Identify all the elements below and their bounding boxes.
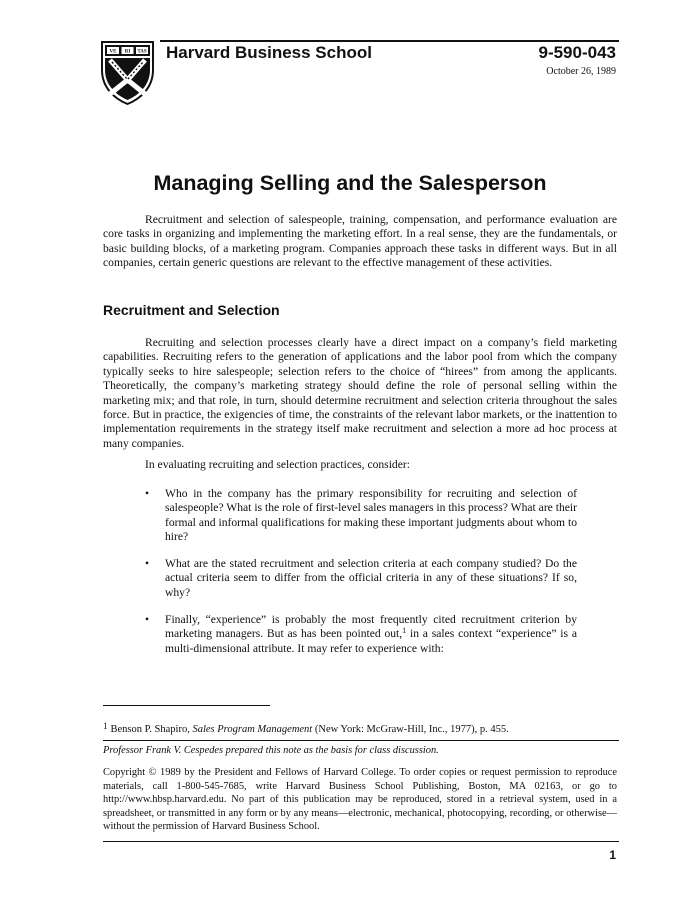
list-item	[145, 487, 577, 545]
footnote-rule	[103, 705, 270, 706]
footer-rule-bottom	[103, 841, 619, 842]
shield-book-2: RI	[124, 49, 131, 55]
shield-book-1: VE	[109, 49, 117, 55]
document-number: 9-590-043	[538, 43, 616, 62]
footnote-book-title: Sales Program Management	[192, 724, 313, 735]
bullet-text: Finally, “experience” is probably the most frequently cited recruitment criterion by marketing managers. But as has been pointed out,$^1$ in a sales context “experience” is a multi-dimensional attribute. It may refer to experience with:	[165, 613, 577, 655]
document-date: October 26, 1989	[546, 66, 616, 77]
school-name: Harvard Business School	[166, 43, 372, 62]
list-item	[145, 557, 577, 600]
author-note: Professor Frank V. Cespedes prepared this note as the basis for class discussion.	[103, 745, 439, 756]
bullet-icon: •	[145, 487, 150, 500]
footnote-number: 1	[103, 721, 108, 731]
footnote-ref[interactable]: 1	[402, 626, 407, 636]
copyright-notice: Copyright © 1989 by the President and Fellows of Harvard College. To order copies or request permission to reproduce materials, call 1-800-545-7685, write Harvard Business School Publishing, Boston, MA 02163, or go to http://www.hbsp.harvard.edu. No part of this publication may be reproduced, stored in a retrieval system, used in a spreadsheet, or transmitted in any form or by any means—electronic, mechanical, photocopying, recording, or otherwise—without the permission of Harvard Business School.	[103, 767, 617, 833]
bullet-icon: •	[145, 613, 150, 626]
harvard-shield-icon	[100, 40, 155, 106]
page-title: Managing Selling and the Salesperson	[153, 171, 547, 195]
lead-in-text: In evaluating recruiting and selection practices, consider:	[145, 458, 410, 471]
recruitment-paragraph: Recruiting and selection processes clearly have a direct impact on a company’s field marketing capabilities. Recruiting refers to the generation of applications and the labor pool from which the company typically seeks to hire salespeople; selection refers to the choice of “hirees” from among the applicants. Theoretically, the company’s marketing strategy should define the role of personal selling within the marketing mix; and that role, in turn, should determine recruitment and selection criteria throughout the sales force. But in practice, the exigencies of time, the constraints of the relevant labor markets, or the inattention to implementation requirements in the strategy itself make recruitment and selection a more ad hoc process at many companies.	[103, 336, 617, 450]
bullet-text: What are the stated recruitment and selection criteria at each company studied? Do the actual criteria seem to differ from the official criteria in any of these situations? If so, why?	[165, 557, 577, 599]
bullet-icon: •	[145, 557, 150, 570]
section-heading: Recruitment and Selection	[103, 302, 280, 318]
list-item	[145, 613, 577, 656]
page-number: 1	[609, 848, 616, 862]
intro-paragraph: Recruitment and selection of salespeople, training, compensation, and performance evaluation are core tasks in organizing and implementing the marketing effort. In a real sense, they are the fundamentals, or basic building blocks, of a marketing program. Companies approach these tasks in different ways. But in all companies, certain generic questions are relevant to the effective management of these activities.	[103, 213, 617, 270]
header-rule	[160, 40, 619, 42]
bullet-text: Who in the company has the primary responsibility for recruiting and selection of salespeople? What is the role of first-level sales managers in this process? What are their formal and informal qualifications for making these important judgments about whom to hire?	[165, 487, 577, 544]
footnote	[103, 721, 509, 735]
footer-rule-top	[103, 740, 619, 741]
footnote-citation: (New York: McGraw-Hill, Inc., 1977), p. 455.	[312, 724, 509, 735]
footnote-author: Benson P. Shapiro,	[110, 724, 193, 735]
shield-book-3: TAS	[137, 49, 147, 55]
